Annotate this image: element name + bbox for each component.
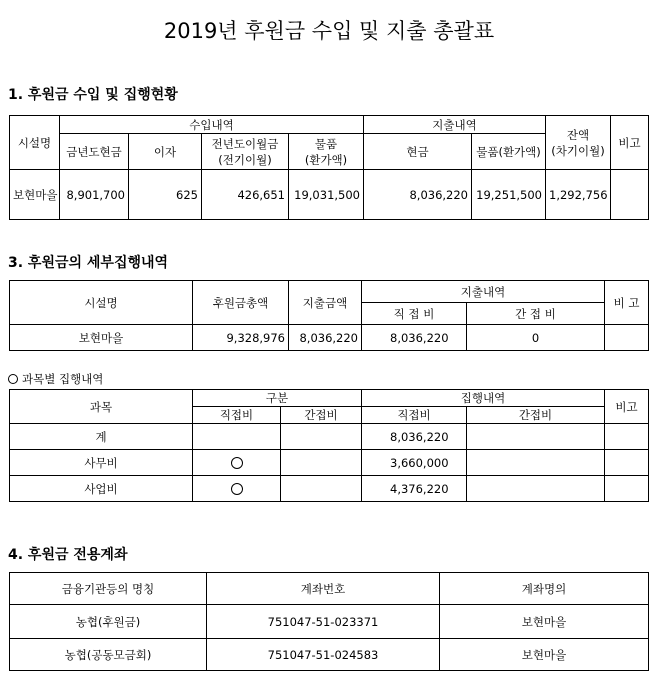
cell-bank: 농협(후원금) (10, 605, 207, 639)
section1-heading: 1. 후원금 수입 및 집행현황 (8, 87, 178, 103)
table-row (10, 450, 649, 476)
header-indirect: 간 접 비 (467, 303, 605, 325)
cell-holder: 보현마을 (440, 639, 649, 671)
circle-mark-icon (231, 483, 243, 495)
cell-indirect-mark (281, 450, 362, 476)
cell-spent: 8,036,220 (289, 325, 362, 351)
cell-exec-direct: 4,376,220 (362, 476, 467, 502)
cell-bank: 농협(공동모금회) (10, 639, 207, 671)
header-carryover-line1: 전년도이월금 (211, 136, 279, 151)
header-goods-out: 물품(환가액) (472, 134, 546, 170)
header-carryover-line2: (전기이월) (218, 152, 272, 167)
cell-goods-income: 19,031,500 (289, 170, 364, 220)
cell-facility: 보현마을 (10, 325, 193, 351)
cell-cash-this-year: 8,901,700 (60, 170, 129, 220)
header-direct: 직접비 (193, 407, 281, 424)
cell-direct: 8,036,220 (362, 325, 467, 351)
cell-indirect-mark (281, 424, 362, 450)
header-interest: 이자 (129, 134, 202, 170)
cell-subject: 계 (10, 424, 193, 450)
cell-exec-indirect (467, 450, 605, 476)
table-row (10, 424, 649, 450)
cell-account: 751047-51-023371 (207, 605, 440, 639)
header-note: 비고 (611, 116, 649, 170)
header-income: 수입내역 (60, 116, 364, 134)
detail-execution-table (9, 280, 649, 351)
header-cash-out: 현금 (364, 134, 472, 170)
cell-facility: 보현마을 (10, 170, 60, 220)
cell-direct-mark (193, 450, 281, 476)
table-row (10, 325, 649, 351)
header-execution: 집행내역 (362, 390, 605, 407)
header-exec-indirect: 간접비 (467, 407, 605, 424)
section4-heading: 4. 후원금 전용계좌 (8, 547, 128, 563)
cell-note (605, 450, 649, 476)
cell-direct-mark (193, 476, 281, 502)
header-note: 비 고 (605, 281, 649, 325)
header-total: 후원금총액 (193, 281, 289, 325)
cell-direct-mark (193, 424, 281, 450)
table-row (10, 605, 649, 639)
header-direct: 직 접 비 (362, 303, 467, 325)
cell-balance: 1,292,756 (546, 170, 611, 220)
cell-subject: 사무비 (10, 450, 193, 476)
cell-exec-indirect (467, 476, 605, 502)
cell-indirect-mark (281, 476, 362, 502)
cell-note (605, 476, 649, 502)
header-subject: 과목 (10, 390, 193, 424)
header-facility: 시설명 (10, 116, 60, 170)
cell-cash-out: 8,036,220 (364, 170, 472, 220)
header-category: 구분 (193, 390, 362, 407)
bank-account-table (9, 572, 649, 671)
subject-heading (8, 371, 103, 387)
cell-holder: 보현마을 (440, 605, 649, 639)
cell-note (605, 424, 649, 450)
header-expenditure: 지출내역 (362, 281, 605, 303)
cell-exec-indirect (467, 424, 605, 450)
section3-heading: 3. 후원금의 세부집행내역 (8, 255, 169, 271)
table-row (10, 639, 649, 671)
header-bank: 금융기관등의 명칭 (10, 573, 207, 605)
cell-total: 9,328,976 (193, 325, 289, 351)
cell-interest: 625 (129, 170, 202, 220)
header-goods-income-line2: (환가액) (304, 152, 348, 167)
circle-mark-icon (231, 457, 243, 469)
header-balance-line2: (차기이월) (551, 143, 605, 158)
header-exec-direct: 직접비 (362, 407, 467, 424)
header-balance-line1: 잔액 (566, 127, 590, 142)
header-account: 계좌번호 (207, 573, 440, 605)
header-expenditure: 지출내역 (364, 116, 546, 134)
page-title: 2019년 후원금 수입 및 지출 총괄표 (163, 19, 495, 43)
cell-exec-direct: 3,660,000 (362, 450, 467, 476)
cell-subject: 사업비 (10, 476, 193, 502)
header-spent: 지출금액 (289, 281, 362, 325)
header-facility: 시설명 (10, 281, 193, 325)
subject-execution-table (9, 389, 649, 502)
header-indirect: 간접비 (281, 407, 362, 424)
header-holder: 계좌명의 (440, 573, 649, 605)
header-note: 비고 (605, 390, 649, 424)
cell-note (605, 325, 649, 351)
cell-exec-direct: 8,036,220 (362, 424, 467, 450)
cell-indirect: 0 (467, 325, 605, 351)
header-balance (546, 116, 611, 170)
header-carryover (202, 134, 289, 170)
table-row (10, 476, 649, 502)
header-cash-this-year: 금년도현금 (60, 134, 129, 170)
header-goods-income (289, 134, 364, 170)
cell-goods-out: 19,251,500 (472, 170, 546, 220)
cell-account: 751047-51-024583 (207, 639, 440, 671)
subject-heading-text: 과목별 집행내역 (22, 372, 104, 386)
cell-carryover: 426,651 (202, 170, 289, 220)
circle-bullet-icon (8, 374, 18, 384)
header-goods-income-line1: 물품 (314, 136, 338, 151)
table-row (10, 170, 649, 220)
cell-note (611, 170, 649, 220)
income-expenditure-table (9, 115, 649, 220)
